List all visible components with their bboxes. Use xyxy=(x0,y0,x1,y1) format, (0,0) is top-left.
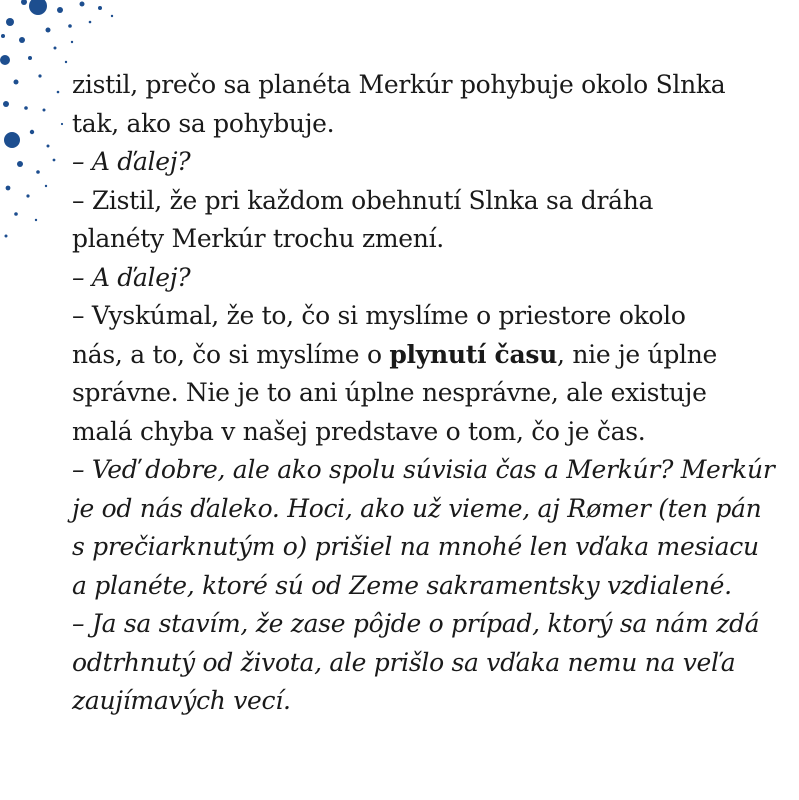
dialogue-line: – A ďalej? xyxy=(72,262,191,292)
text-line: planéty Merkúr trochu zmení. xyxy=(72,224,444,253)
dialogue-line: s prečiarknutým o) prišiel na mnohé len vďaka mesiacu xyxy=(72,532,759,561)
dialogue-line: – A ďalej? xyxy=(72,147,191,176)
emphasized-term: plynutí času xyxy=(389,339,558,369)
text-line-with-emphasis xyxy=(72,336,762,375)
dialogue-line: – Veď dobre, ale ako spolu súvisia čas a Merkúr? Merkúr xyxy=(72,455,775,484)
story-text xyxy=(72,66,775,721)
dialogue-line: a planéte, ktoré sú od Zeme sakramentsky vzdialené. xyxy=(72,570,732,600)
text-segment: nás, a to, čo si myslíme o xyxy=(72,339,390,369)
text-line: malá chyba v našej predstave o tom, čo je čas. xyxy=(72,416,646,446)
text-line: tak, ako sa pohybuje. xyxy=(72,108,335,138)
dialogue-line: odtrhnutý od života, ale prišlo sa vďaka nemu na veľa xyxy=(72,647,736,677)
dialogue-line: – Ja sa stavím, že zase pôjde o prípad, ktorý sa nám zdá xyxy=(72,609,760,638)
dialogue-line: je od nás ďaleko. Hoci, ako už vieme, aj Rømer (ten pán xyxy=(72,493,762,523)
text-line: správne. Nie je to ani úplne nesprávne, ale existuje xyxy=(72,378,707,407)
text-segment: , nie je úplne xyxy=(557,339,718,369)
dialogue-line: zaujímavých vecí. xyxy=(72,686,291,715)
text-line: zistil, prečo sa planéta Merkúr pohybuje okolo Slnka xyxy=(72,70,726,99)
text-line: – Zistil, že pri každom obehnutí Slnka sa dráha xyxy=(72,185,654,215)
text-line: – Vyskúmal, že to, čo si myslíme o priestore okolo xyxy=(72,301,686,330)
